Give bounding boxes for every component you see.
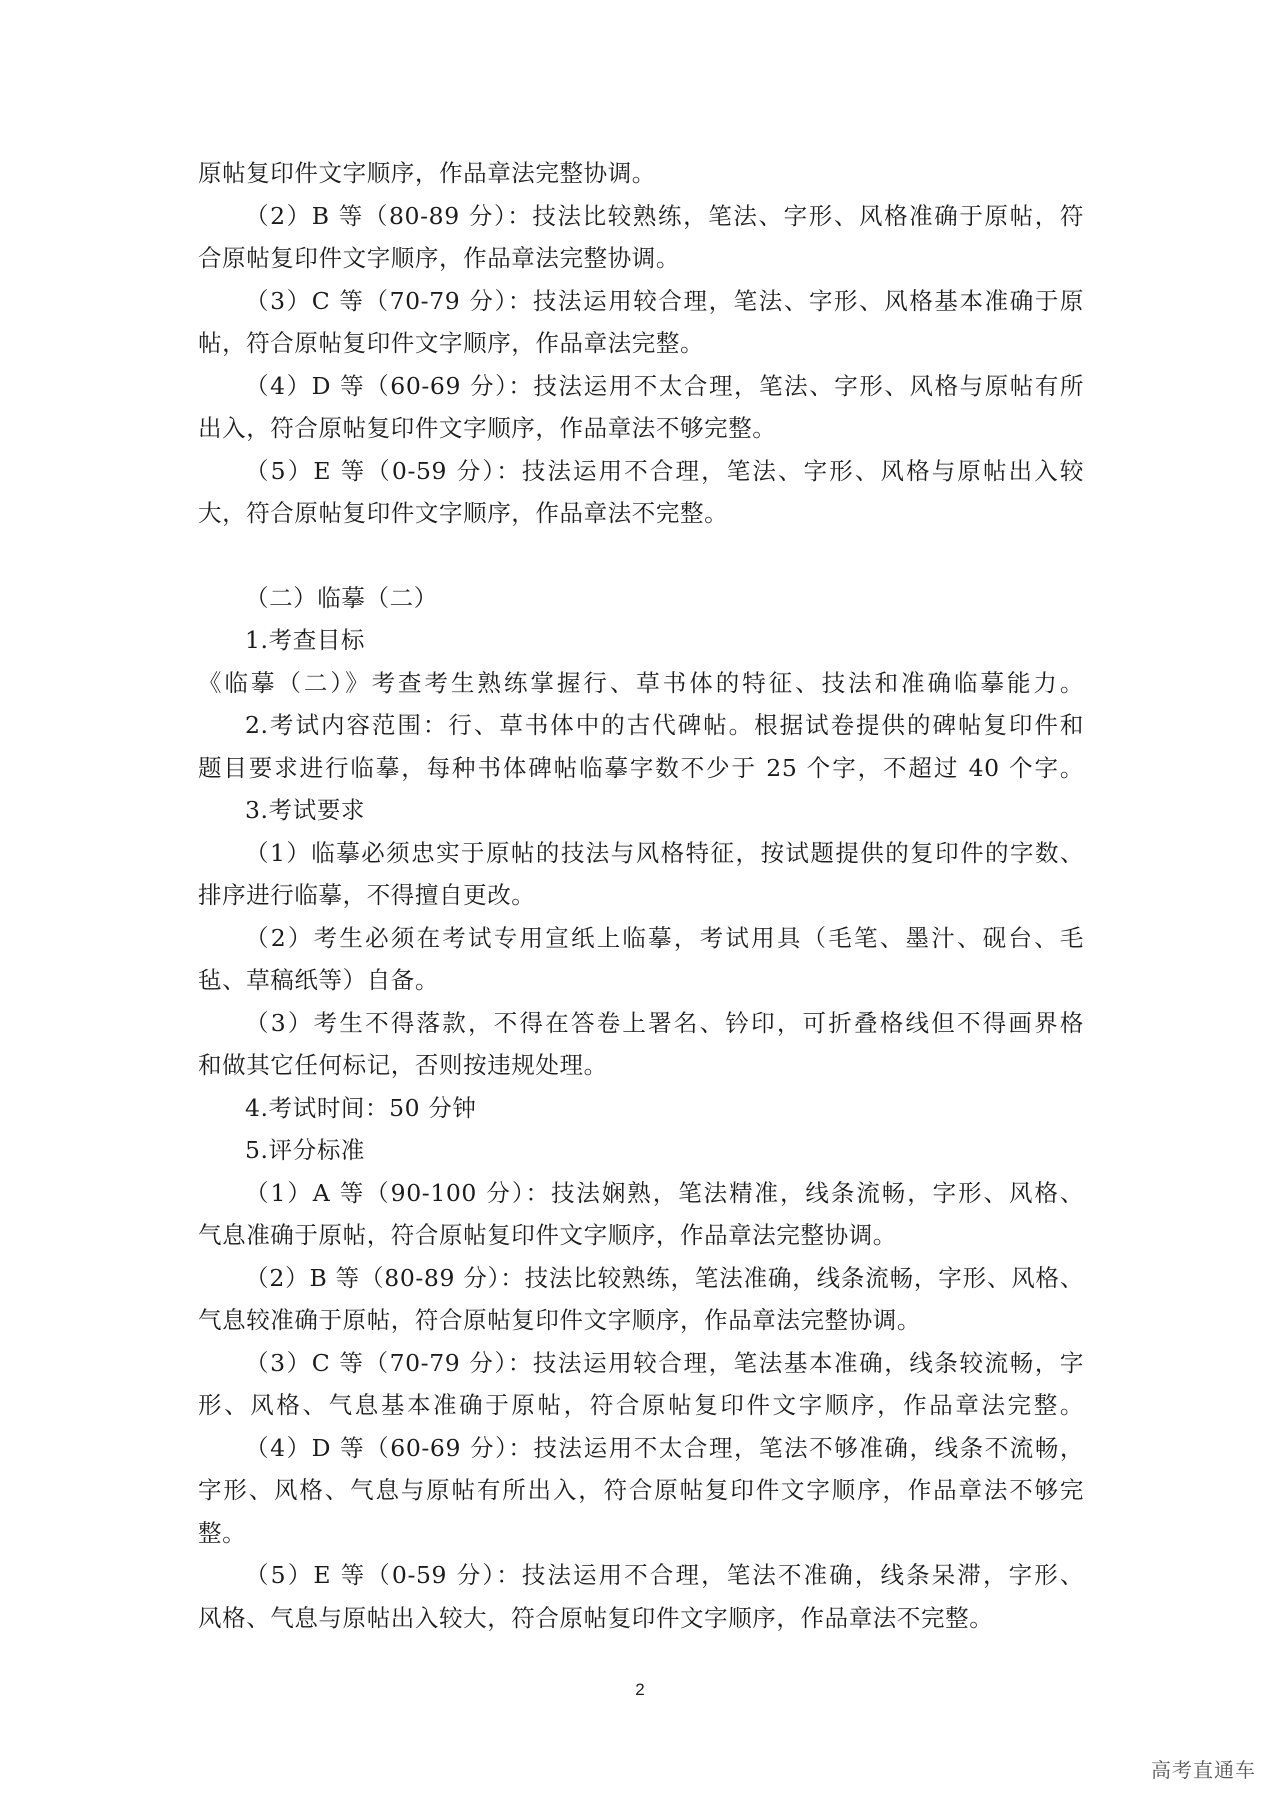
text-line: （3）C 等（70-79 分）：技法运用较合理，笔法基本准确，线条较流畅，字 <box>245 1348 1084 1377</box>
text-line: （4）D 等（60-69 分）：技法运用不太合理，笔法不够准确，线条不流畅， <box>245 1433 1084 1462</box>
text-line: （1）A 等（90-100 分）：技法娴熟，笔法精准，线条流畅，字形、风格、 <box>245 1178 1084 1207</box>
text-line: （5）E 等（0-59 分）：技法运用不合理，笔法、字形、风格与原帖出入较 <box>245 456 1084 485</box>
text-line: 2.考试内容范围：行、草书体中的古代碑帖。根据试卷提供的碑帖复印件和 <box>245 711 1084 739</box>
text-line: （5）E 等（0-59 分）：技法运用不合理，笔法不准确，线条呆滞，字形、 <box>245 1561 1084 1589</box>
text-line: （1）临摹必须忠实于原帖的技法与风格特征，按试题提供的复印件的字数、 <box>245 838 1084 867</box>
text-line: 原帖复印件文字顺序，作品章法完整协调。 <box>198 159 656 187</box>
text-line: （3）考生不得落款，不得在答卷上署名、钤印，可折叠格线但不得画界格 <box>245 1008 1084 1037</box>
text-line: （2）B 等（80-89 分）：技法比较熟练，笔法准确，线条流畅，字形、风格、 <box>245 1263 1084 1292</box>
text-line: 大，符合原帖复印件文字顺序，作品章法不完整。 <box>198 499 729 527</box>
text-line: 字形、风格、气息与原帖有所出入，符合原帖复印件文字顺序，作品章法不够完 <box>198 1476 1084 1504</box>
text-line: 《临摹（二）》考查考生熟练掌握行、草书体的特征、技法和准确临摹能力。 <box>198 668 1084 697</box>
subheading: 5.评分标准 <box>245 1136 366 1164</box>
text-line: 和做其它任何标记，否则按违规处理。 <box>198 1051 608 1079</box>
text-line: 合原帖复印件文字顺序，作品章法完整协调。 <box>198 244 680 272</box>
subheading: 3.考试要求 <box>245 796 366 824</box>
watermark: 高考直通车 <box>1151 1758 1256 1782</box>
text-line: 毡、草稿纸等）自备。 <box>198 966 439 994</box>
text-line: 形、风格、气息基本准确于原帖，符合原帖复印件文字顺序，作品章法完整。 <box>198 1391 1084 1419</box>
text-line: 帖，符合原帖复印件文字顺序，作品章法完整。 <box>198 329 705 357</box>
text-line: （2）B 等（80-89 分）：技法比较熟练，笔法、字形、风格准确于原帖，符 <box>245 201 1084 230</box>
text-line: 气息准确于原帖，符合原帖复印件文字顺序，作品章法完整协调。 <box>198 1221 897 1249</box>
subheading: 4.考试时间：50 分钟 <box>245 1093 477 1122</box>
text-line: （4）D 等（60-69 分）：技法运用不太合理，笔法、字形、风格与原帖有所 <box>245 371 1084 400</box>
text-line: 出入，符合原帖复印件文字顺序，作品章法不够完整。 <box>198 414 777 442</box>
text-line: 风格、气息与原帖出入较大，符合原帖复印件文字顺序，作品章法不完整。 <box>198 1603 994 1632</box>
text-line: （2）考生必须在考试专用宣纸上临摹，考试用具（毛笔、墨汁、砚台、毛 <box>245 923 1084 952</box>
document-body <box>198 152 1084 1639</box>
text-line: 整。 <box>198 1518 247 1547</box>
text-line: 题目要求进行临摹，每种书体碑帖临摹字数不少于 25 个字，不超过 40 个字。 <box>198 753 1084 782</box>
text-line: 排序进行临摹，不得擅自更改。 <box>198 881 536 909</box>
section-gap <box>198 535 1084 577</box>
text-line: （3）C 等（70-79 分）：技法运用较合理，笔法、字形、风格基本准确于原 <box>245 286 1084 315</box>
text-line: 气息较准确于原帖，符合原帖复印件文字顺序，作品章法完整协调。 <box>198 1306 921 1334</box>
subheading: 1.考查目标 <box>245 626 366 654</box>
section-heading: （二）临摹（二） <box>245 583 438 612</box>
page-number: 2 <box>635 1680 645 1699</box>
